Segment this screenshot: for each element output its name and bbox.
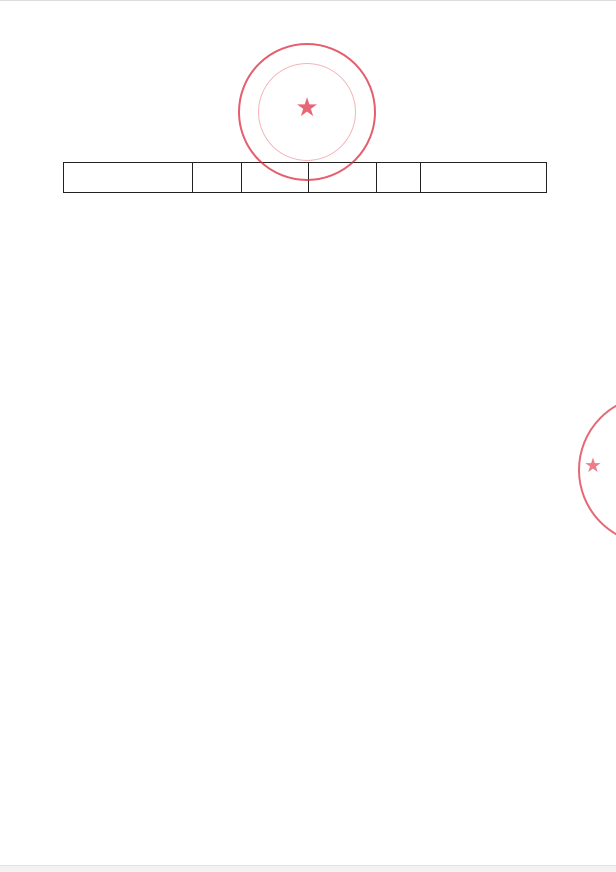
edge-seal [578,395,616,545]
page-top-border [0,0,616,1]
seal-star-icon: ★ [295,93,319,123]
header-method [421,163,547,193]
edge-seal-star-icon: ★ [584,453,602,477]
official-seal [238,43,376,181]
header-unit [193,163,242,193]
header-judgement [377,163,421,193]
header-item [64,163,193,193]
